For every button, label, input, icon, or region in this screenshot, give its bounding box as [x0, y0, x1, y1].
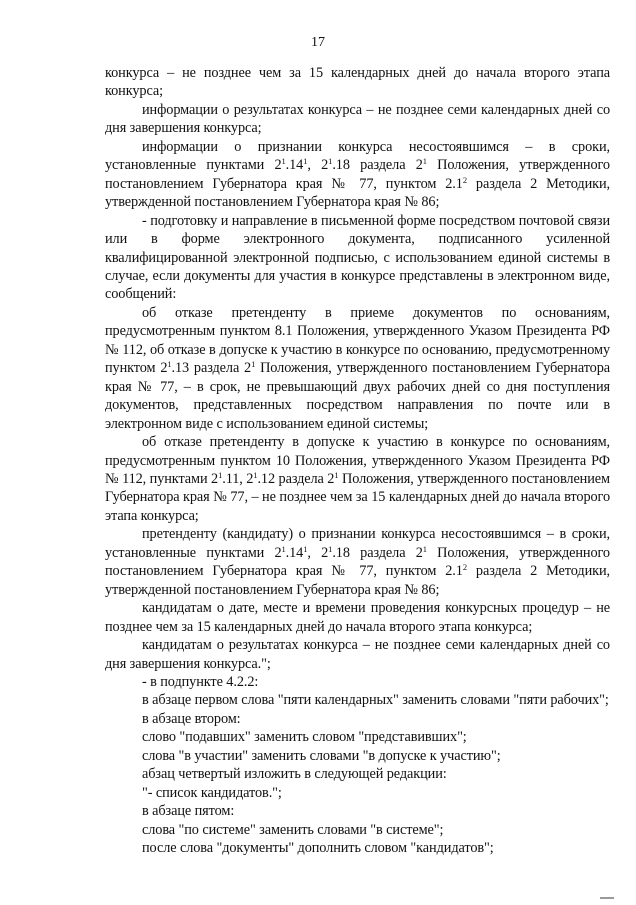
- superscript: 2: [462, 562, 467, 573]
- paragraph: [105, 710, 610, 728]
- superscript: 2: [462, 174, 467, 185]
- text-run: после слова "документы" дополнить словом "кандидатов";: [142, 840, 494, 857]
- superscript: 1: [253, 469, 258, 480]
- text-run: конкурса – не позднее чем за 15 календарных дней до начала второго этапа конкурса;: [105, 65, 610, 100]
- text-run: слова "по системе" заменить словами "в системе";: [142, 821, 444, 838]
- paragraph: [105, 599, 610, 636]
- superscript: 1: [328, 156, 333, 167]
- text-run: Положения, утвержденного постановлением Губернатора края № 77, пунктом 2.1: [105, 157, 610, 192]
- paragraph: [105, 673, 610, 691]
- text-run: абзац четвертый изложить в следующей редакции:: [142, 766, 447, 783]
- text-run: .14: [285, 544, 304, 561]
- paragraph: [105, 765, 610, 783]
- text-run: Положения, утвержденного постановлением Губернатора края № 77, пунктом 2.1: [105, 544, 610, 580]
- text-run: .18 раздела 2: [332, 157, 423, 174]
- text-run: раздела 2 Методики, утвержденной постановлением Губернатора края № 86;: [105, 563, 610, 598]
- text-run: раздела 2 Методики, утвержденной постановлением Губернатора края № 86;: [105, 175, 610, 211]
- paragraph: [105, 304, 610, 433]
- text-run: претенденту (кандидату) о признании конкурса несостоявшимся – в сроки, установленные пунктами 2: [105, 526, 610, 561]
- text-run: в абзаце втором:: [142, 710, 241, 727]
- text-run: - в подпункте 4.2.2:: [142, 673, 259, 690]
- document-body: [105, 64, 610, 857]
- paragraph: [105, 839, 610, 857]
- superscript: 1: [422, 156, 427, 167]
- text-run: информации о признании конкурса несостоявшимся – в сроки, установленные пунктами 2: [105, 138, 610, 174]
- text-run: об отказе претенденту в приеме документов по основаниям, предусмотренным пунктом 8.1 Положения, утвержденного Указом Президента РФ № 112, об отказе в допуске к участию в конкурсе по основанию, предусмотренному пунктом 2: [105, 304, 610, 377]
- text-run: .13 раздела 2: [171, 360, 252, 377]
- superscript: 1: [251, 359, 256, 370]
- text-run: в абзаце пятом:: [142, 803, 235, 820]
- paragraph: [105, 101, 610, 138]
- paragraph: [105, 138, 610, 212]
- superscript: 1: [218, 469, 223, 480]
- paragraph: [105, 64, 610, 101]
- text-run: Положения, утвержденного постановлением Губернатора края № 77, – в срок, не превышающий двух рабочих дней со дня поступления документов, представленных посредством направления по почте или в электронном виде с использованием единой системы;: [105, 360, 611, 432]
- paragraph: [105, 784, 610, 802]
- text-run: об отказе претенденту в допуске к участию в конкурсе по основаниям, предусмотренным пунктом 10 Положения, утвержденного Указом Президента РФ № 112, пунктами 2: [105, 434, 610, 487]
- text-run: слово "подавших" заменить словом "представивших";: [142, 729, 467, 746]
- paragraph: [105, 802, 610, 820]
- paragraph: [105, 636, 610, 673]
- superscript: 1: [334, 469, 339, 480]
- paragraph: [105, 821, 610, 839]
- text-run: .14: [285, 157, 304, 174]
- text-run: .11, 2: [222, 470, 254, 487]
- page-number: 17: [311, 35, 325, 50]
- text-run: .18 раздела 2: [332, 544, 423, 561]
- paragraph: [105, 212, 610, 304]
- text-run: .12 раздела 2: [257, 470, 335, 487]
- superscript: 1: [303, 156, 308, 167]
- superscript: 1: [167, 359, 172, 370]
- paragraph: [105, 747, 610, 765]
- text-run: Положения, утвержденного постановлением Губернатора края № 77, – не позднее чем за 15 календарных дней до начала второго этапа конкурса;: [105, 470, 610, 524]
- superscript: 1: [303, 543, 308, 554]
- superscript: 1: [422, 543, 427, 554]
- paragraph: [105, 433, 610, 525]
- superscript: 1: [281, 543, 286, 554]
- text-run: "- список кандидатов.";: [142, 784, 282, 801]
- superscript: 1: [281, 156, 286, 167]
- text-run: слова "в участии" заменить словами "в допуске к участию";: [142, 747, 501, 764]
- text-run: в абзаце первом слова "пяти календарных" заменить словами "пяти рабочих";: [142, 692, 609, 709]
- text-run: , 2: [307, 157, 329, 174]
- superscript: 1: [328, 543, 333, 554]
- text-run: информации о результатах конкурса – не позднее семи календарных дней со дня завершения конкурса;: [105, 101, 610, 137]
- paragraph: [105, 691, 610, 709]
- text-run: кандидатам о дате, месте и времени проведения конкурсных процедур – не позднее чем за 15 календарных дней до начала второго этапа конкурса;: [105, 600, 610, 635]
- paragraph: [105, 525, 610, 599]
- paragraph: [105, 728, 610, 746]
- text-run: кандидатам о результатах конкурса – не позднее семи календарных дней со дня завершения конкурса.";: [105, 637, 610, 672]
- text-run: - подготовку и направление в письменной форме посредством почтовой связи или в форме электронного документа, подписанного усиленной квалифицированной электронной подписью, с использованием единой системы в случае, если документы для участия в конкурсе представлены в электронном виде, сообщений:: [105, 212, 610, 303]
- scan-artifact: [600, 897, 614, 899]
- text-run: , 2: [307, 544, 329, 561]
